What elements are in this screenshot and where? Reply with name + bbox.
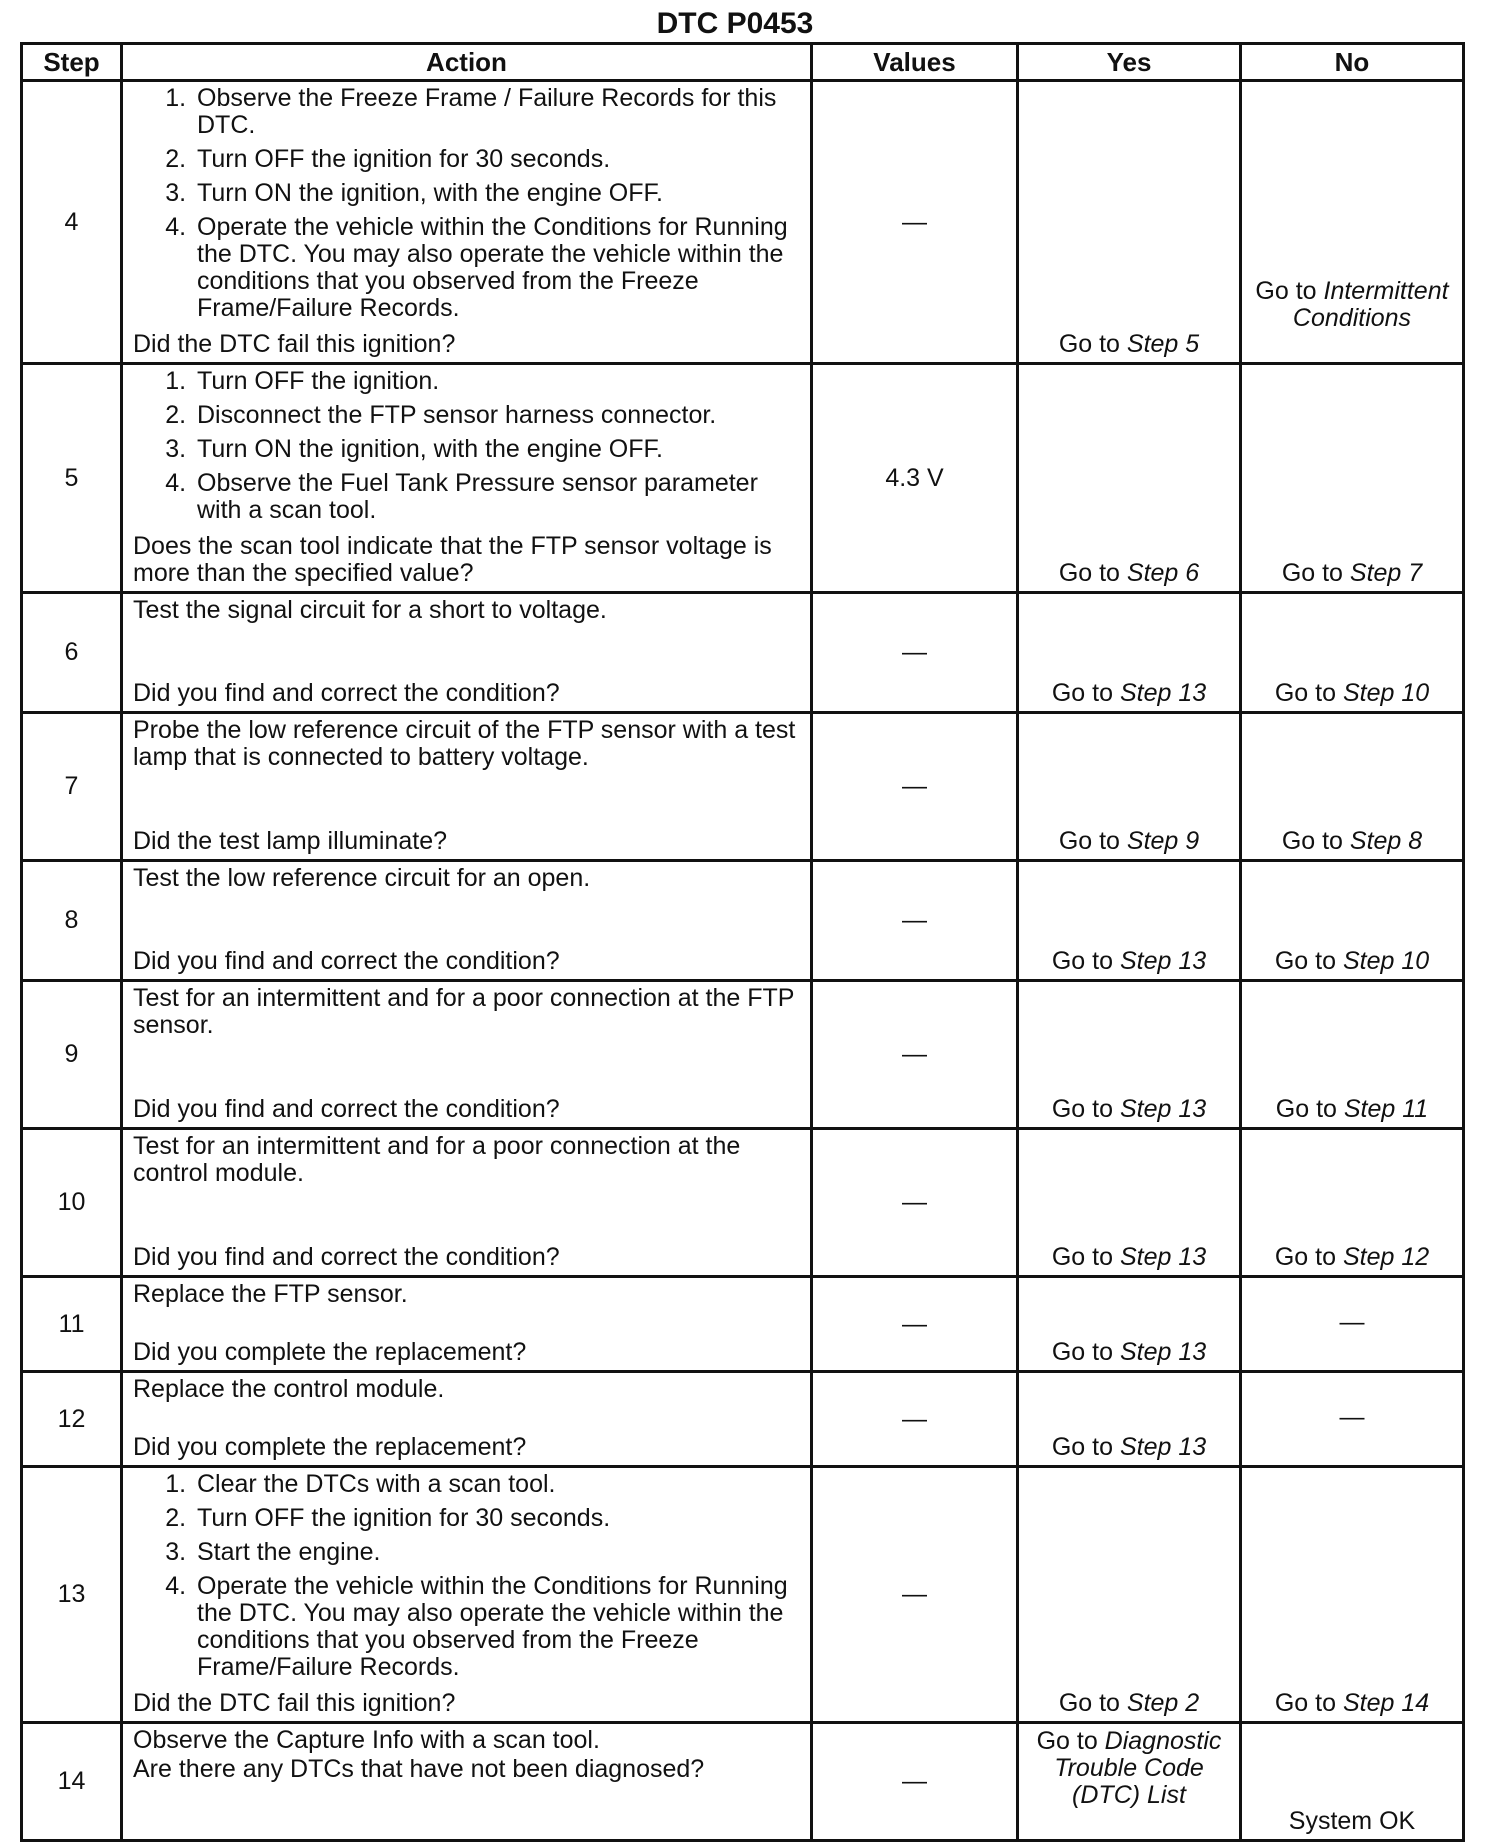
action-question: Does the scan tool indicate that the FTP sensor voltage is more than the specified value?	[133, 532, 772, 587]
action-instruction: Observe the Capture Info with a scan tool.	[133, 1726, 600, 1754]
yes-link[interactable]: Step 13	[1119, 679, 1207, 707]
action-steps-list	[133, 1471, 800, 1681]
action-question: Did you complete the replacement?	[133, 1433, 527, 1461]
yes-cell	[1018, 593, 1241, 713]
step-number: 8	[22, 861, 122, 981]
value-cell: —	[812, 1723, 1018, 1841]
yes-prefix: Go to	[1051, 947, 1120, 975]
list-item: 2. Disconnect the FTP sensor harness connector.	[193, 402, 800, 429]
action-cell	[122, 364, 812, 593]
yes-cell	[1018, 1129, 1241, 1277]
action-question: Did you find and correct the condition?	[133, 679, 560, 707]
value-cell: —	[812, 593, 1018, 713]
step-number: 5	[22, 364, 122, 593]
table-row	[22, 861, 1464, 981]
yes-cell	[1018, 861, 1241, 981]
step-number: 11	[22, 1277, 122, 1372]
action-content	[133, 717, 800, 855]
yes-cell	[1018, 713, 1241, 861]
step-number: 12	[22, 1372, 122, 1467]
action-content	[133, 368, 800, 587]
yes-prefix: Go to	[1058, 1689, 1127, 1717]
yes-link[interactable]: Step 13	[1119, 1243, 1207, 1271]
header-yes: Yes	[1018, 44, 1241, 81]
table-row	[22, 593, 1464, 713]
yes-link[interactable]: Step 9	[1126, 827, 1200, 855]
no-text: —	[1339, 1307, 1365, 1336]
value-cell: 4.3 V	[812, 364, 1018, 593]
step-number: 7	[22, 713, 122, 861]
action-cell	[122, 593, 812, 713]
action-question: Did you find and correct the condition?	[133, 947, 560, 975]
table-row	[22, 1467, 1464, 1723]
yes-prefix: Go to	[1058, 559, 1127, 587]
header-step: Step	[22, 44, 122, 81]
action-instruction: Test the low reference circuit for an open.	[133, 864, 591, 892]
yes-link[interactable]: Step 6	[1126, 559, 1200, 587]
table-row	[22, 1723, 1464, 1841]
action-question: Are there any DTCs that have not been diagnosed?	[133, 1755, 705, 1783]
action-cell	[122, 1129, 812, 1277]
value-cell: —	[812, 1467, 1018, 1723]
action-cell	[122, 1467, 812, 1723]
no-link[interactable]: Step 7	[1349, 559, 1423, 587]
value-cell: —	[812, 1372, 1018, 1467]
yes-prefix: Go to	[1058, 330, 1127, 358]
no-prefix: Go to	[1274, 947, 1343, 975]
list-item: 4. Operate the vehicle within the Conditions for Running the DTC. You may also operate the vehicle within the conditions that you observed from the Freeze Frame/Failure Records.	[193, 214, 800, 322]
list-item: 3. Start the engine.	[193, 1539, 800, 1566]
yes-prefix: Go to	[1051, 1243, 1120, 1271]
no-prefix: Go to	[1255, 277, 1324, 305]
yes-prefix: Go to	[1051, 1095, 1120, 1123]
list-item: 1. Observe the Freeze Frame / Failure Records for this DTC.	[193, 85, 800, 139]
no-link[interactable]: Step 8	[1349, 827, 1423, 855]
action-cell	[122, 81, 812, 364]
no-cell	[1241, 981, 1464, 1129]
action-instruction: Replace the control module.	[133, 1375, 445, 1403]
action-cell	[122, 713, 812, 861]
yes-cell	[1018, 1467, 1241, 1723]
yes-cell	[1018, 1277, 1241, 1372]
action-question: Did you find and correct the condition?	[133, 1243, 560, 1271]
action-content	[133, 865, 800, 975]
action-cell	[122, 1277, 812, 1372]
action-steps-list	[133, 85, 800, 322]
list-item: 1. Turn OFF the ignition.	[193, 368, 800, 395]
yes-cell	[1018, 1723, 1241, 1841]
step-number: 4	[22, 81, 122, 364]
step-number: 6	[22, 593, 122, 713]
no-link[interactable]: Step 11	[1343, 1095, 1429, 1123]
yes-link[interactable]: Step 13	[1119, 1338, 1207, 1366]
no-cell	[1241, 713, 1464, 861]
action-instruction: Test for an intermittent and for a poor connection at the FTP sensor.	[133, 984, 795, 1039]
yes-prefix: Go to	[1051, 679, 1120, 707]
table-row	[22, 981, 1464, 1129]
no-text: —	[1339, 1402, 1365, 1431]
page-title: DTC P0453	[656, 7, 814, 40]
action-cell	[122, 1723, 812, 1841]
list-item: 2. Turn OFF the ignition for 30 seconds.	[193, 146, 800, 173]
yes-cell	[1018, 364, 1241, 593]
action-cell	[122, 1372, 812, 1467]
action-instruction: Test the signal circuit for a short to voltage.	[133, 596, 607, 624]
list-item: 3. Turn ON the ignition, with the engine OFF.	[193, 436, 800, 463]
no-link[interactable]: Step 10	[1342, 947, 1430, 975]
no-cell	[1241, 593, 1464, 713]
no-prefix: Go to	[1274, 1689, 1343, 1717]
header-row	[22, 44, 1464, 81]
action-question: Did the test lamp illuminate?	[133, 827, 448, 855]
no-prefix: Go to	[1275, 1095, 1344, 1123]
yes-link[interactable]: Step 13	[1119, 1095, 1207, 1123]
value-cell: —	[812, 981, 1018, 1129]
list-item: 4. Observe the Fuel Tank Pressure sensor parameter with a scan tool.	[193, 470, 800, 524]
diagnostic-table	[20, 42, 1465, 1842]
table-row	[22, 364, 1464, 593]
action-question: Did you complete the replacement?	[133, 1338, 527, 1366]
yes-link[interactable]: Step 13	[1119, 1433, 1207, 1461]
action-content	[133, 1727, 800, 1835]
yes-prefix: Go to	[1051, 1433, 1120, 1461]
no-cell	[1241, 1277, 1464, 1372]
yes-prefix: Go to	[1036, 1727, 1105, 1755]
action-question: Did the DTC fail this ignition?	[133, 330, 456, 358]
value-cell: —	[812, 861, 1018, 981]
no-link[interactable]: Step 14	[1342, 1689, 1430, 1717]
value-cell: —	[812, 81, 1018, 364]
no-cell	[1241, 861, 1464, 981]
step-number: 10	[22, 1129, 122, 1277]
yes-link[interactable]: Diagnostic Trouble Code (DTC) List	[1054, 1727, 1222, 1809]
step-number: 9	[22, 981, 122, 1129]
yes-cell	[1018, 981, 1241, 1129]
yes-link[interactable]: Step 5	[1126, 330, 1200, 358]
header-no: No	[1241, 44, 1464, 81]
step-number: 14	[22, 1723, 122, 1841]
value-cell: —	[812, 1277, 1018, 1372]
action-instruction: Replace the FTP sensor.	[133, 1280, 408, 1308]
yes-prefix: Go to	[1051, 1338, 1120, 1366]
table-row	[22, 713, 1464, 861]
action-instruction: Probe the low reference circuit of the FTP sensor with a test lamp that is connected to battery voltage.	[133, 716, 796, 771]
action-question: Did you find and correct the condition?	[133, 1095, 560, 1123]
action-content	[133, 85, 800, 358]
no-cell	[1241, 1372, 1464, 1467]
no-prefix: Go to	[1274, 679, 1343, 707]
list-item: 1. Clear the DTCs with a scan tool.	[193, 1471, 800, 1498]
yes-link[interactable]: Step 2	[1126, 1689, 1200, 1717]
action-content	[133, 1471, 800, 1717]
action-content	[133, 1376, 800, 1461]
yes-link[interactable]: Step 13	[1119, 947, 1207, 975]
header-values: Values	[812, 44, 1018, 81]
action-question: Did the DTC fail this ignition?	[133, 1689, 456, 1717]
yes-prefix: Go to	[1058, 827, 1127, 855]
no-cell	[1241, 1723, 1464, 1841]
header-action: Action	[122, 44, 812, 81]
value-cell: —	[812, 713, 1018, 861]
list-item: 4. Operate the vehicle within the Conditions for Running the DTC. You may also operate the vehicle within the conditions that you observed from the Freeze Frame/Failure Records.	[193, 1573, 800, 1681]
no-cell	[1241, 81, 1464, 364]
table-row	[22, 81, 1464, 364]
no-prefix: Go to	[1281, 559, 1350, 587]
no-prefix: Go to	[1281, 827, 1350, 855]
action-instruction: Test for an intermittent and for a poor connection at the control module.	[133, 1132, 741, 1187]
yes-cell	[1018, 81, 1241, 364]
action-cell	[122, 981, 812, 1129]
table-row	[22, 1129, 1464, 1277]
action-cell	[122, 861, 812, 981]
no-cell	[1241, 364, 1464, 593]
step-number: 13	[22, 1467, 122, 1723]
no-link[interactable]: Step 12	[1342, 1243, 1430, 1271]
action-content	[133, 985, 800, 1123]
action-content	[133, 597, 800, 707]
list-item: 2. Turn OFF the ignition for 30 seconds.	[193, 1505, 800, 1532]
table-row	[22, 1277, 1464, 1372]
yes-cell	[1018, 1372, 1241, 1467]
no-text: System OK	[1288, 1807, 1416, 1835]
no-cell	[1241, 1129, 1464, 1277]
no-cell	[1241, 1467, 1464, 1723]
no-link[interactable]: Intermittent Conditions	[1292, 277, 1449, 332]
action-content	[133, 1133, 800, 1271]
no-link[interactable]: Step 10	[1342, 679, 1430, 707]
action-steps-list	[133, 368, 800, 524]
action-content	[133, 1281, 800, 1366]
value-cell: —	[812, 1129, 1018, 1277]
no-prefix: Go to	[1274, 1243, 1343, 1271]
list-item: 3. Turn ON the ignition, with the engine OFF.	[193, 180, 800, 207]
table-row	[22, 1372, 1464, 1467]
